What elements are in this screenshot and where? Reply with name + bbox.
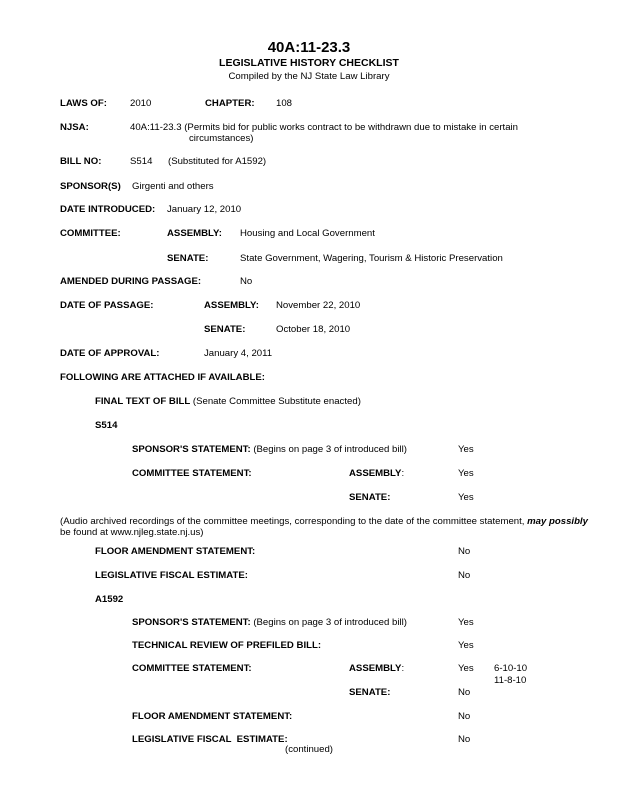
amended-label: AMENDED DURING PASSAGE: [60, 276, 202, 287]
njsa-label: NJSA: [60, 122, 89, 133]
s514-sponsor-statement-value: Yes [458, 444, 474, 455]
audio-note [60, 516, 610, 538]
bill-no-label: BILL NO: [60, 156, 102, 167]
floor-amendment-value: No [458, 546, 471, 557]
date-of-approval-label: DATE OF APPROVAL: [60, 348, 160, 359]
a1592-sponsor-statement-value: Yes [458, 617, 474, 628]
final-text-label: FINAL TEXT OF BILL [95, 396, 191, 407]
audio-note-part2: be found at www.njleg.state.nj.us) [60, 527, 204, 538]
s514-sponsor-statement-note: (Begins on page 3 of introduced bill) [253, 444, 407, 455]
a1592-fiscal-estimate-label: LEGISLATIVE FISCAL ESTIMATE: [132, 734, 288, 745]
committee-assembly-value: Housing and Local Government [240, 228, 375, 239]
a1592-floor-amendment-value: No [458, 711, 471, 722]
a1592-assembly-colon: : [401, 663, 405, 674]
a1592-assembly-date1: 6-10-10 [494, 663, 528, 674]
statute-number: 40A:11-23.3 [267, 39, 351, 56]
s514-heading: S514 [95, 420, 118, 431]
a1592-technical-review-value: Yes [458, 640, 474, 651]
amended-value: No [240, 276, 253, 287]
passage-senate-value: October 18, 2010 [276, 324, 351, 335]
passage-assembly-label: ASSEMBLY: [204, 300, 259, 311]
date-of-passage-label: DATE OF PASSAGE: [60, 300, 154, 311]
bill-no-value: S514 [130, 156, 153, 167]
laws-of-label: LAWS OF: [60, 98, 107, 109]
a1592-sponsor-statement-note: (Begins on page 3 of introduced bill) [253, 617, 407, 628]
final-text-line [95, 396, 361, 408]
passage-assembly-value: November 22, 2010 [276, 300, 361, 311]
final-text-note: (Senate Committee Substitute enacted) [192, 396, 361, 407]
committee-assembly-label: ASSEMBLY: [167, 228, 222, 239]
fiscal-estimate-label: LEGISLATIVE FISCAL ESTIMATE: [95, 570, 248, 581]
floor-amendment-label: FLOOR AMENDMENT STATEMENT: [95, 546, 256, 557]
continued-note: (continued) [285, 744, 333, 755]
a1592-senate-label: SENATE: [349, 687, 391, 698]
a1592-assembly-date2: 11-8-10 [494, 675, 527, 686]
date-of-approval-value: January 4, 2011 [204, 348, 273, 359]
a1592-floor-amendment-label: FLOOR AMENDMENT STATEMENT: [132, 711, 293, 722]
chapter-value: 108 [276, 98, 293, 109]
passage-senate-label: SENATE: [204, 324, 246, 335]
s514-assembly-value: Yes [458, 468, 474, 479]
s514-senate-label: SENATE: [349, 492, 391, 503]
s514-assembly-label: ASSEMBLY [349, 468, 402, 479]
a1592-sponsor-statement [132, 617, 407, 629]
s514-assembly-colon: : [401, 468, 405, 479]
a1592-technical-review-label: TECHNICAL REVIEW OF PREFILED BILL: [132, 640, 322, 651]
a1592-fiscal-estimate-value: No [458, 734, 471, 745]
a1592-heading: A1592 [95, 594, 124, 605]
laws-of-value: 2010 [130, 98, 152, 109]
s514-senate-value: Yes [458, 492, 474, 503]
a1592-assembly [349, 663, 404, 675]
attached-heading: FOLLOWING ARE ATTACHED IF AVAILABLE: [60, 372, 265, 383]
sponsors-value: Girgenti and others [132, 181, 214, 192]
sponsors-label: SPONSOR(S) [60, 181, 121, 192]
chapter-label: CHAPTER: [205, 98, 255, 109]
a1592-sponsor-statement-label: SPONSOR'S STATEMENT: [132, 617, 251, 628]
s514-sponsor-statement-label: SPONSOR'S STATEMENT: [132, 444, 251, 455]
s514-assembly [349, 468, 404, 480]
a1592-assembly-value: Yes [458, 663, 474, 674]
njsa-value-line2: circumstances) [189, 133, 254, 144]
bill-no-note: (Substituted for A1592) [168, 156, 267, 167]
audio-note-part1: (Audio archived recordings of the committee meetings, corresponding to the date of the committee statement, [60, 516, 528, 527]
a1592-committee-statement-label: COMMITTEE STATEMENT: [132, 663, 252, 674]
njsa-value-line1: 40A:11-23.3 (Permits bid for public works contract to be withdrawn due to mistake in certain [130, 122, 519, 133]
committee-label: COMMITTEE: [60, 228, 121, 239]
date-introduced-label: DATE INTRODUCED: [60, 204, 156, 215]
a1592-assembly-label: ASSEMBLY [349, 663, 402, 674]
committee-senate-label: SENATE: [167, 253, 209, 264]
audio-note-emphasis: may possibly [527, 516, 588, 527]
date-introduced-value: January 12, 2010 [167, 204, 242, 215]
committee-senate-value: State Government, Wagering, Tourism & Historic Preservation [240, 253, 503, 264]
compiled-by: Compiled by the NJ State Law Library [228, 71, 390, 82]
fiscal-estimate-value: No [458, 570, 471, 581]
checklist-title: LEGISLATIVE HISTORY CHECKLIST [219, 57, 399, 69]
s514-committee-statement-label: COMMITTEE STATEMENT: [132, 468, 252, 479]
s514-sponsor-statement [132, 444, 407, 456]
a1592-senate-value: No [458, 687, 471, 698]
